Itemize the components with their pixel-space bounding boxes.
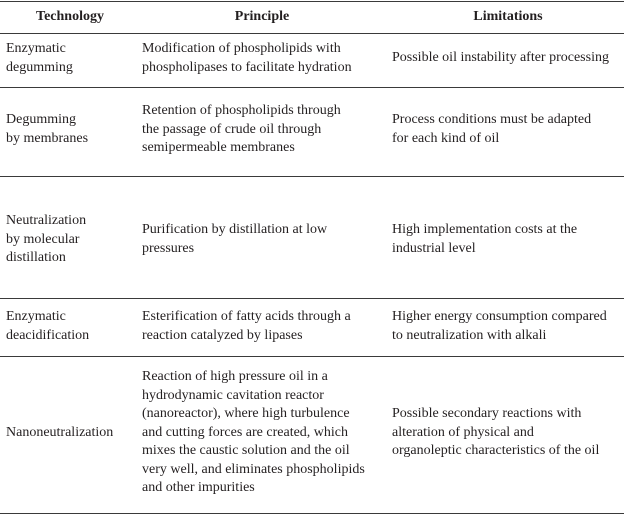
- cell-technology: Nanoneutralization: [6, 425, 114, 440]
- header-bottom-rule: [0, 33, 624, 34]
- cell-principle: Modification of phospholipids with phospholipases to facilitate hydration: [142, 41, 352, 75]
- header-limitations: Limitations: [473, 9, 543, 24]
- row-divider: [0, 298, 624, 299]
- table-bottom-rule: [0, 513, 624, 514]
- cell-limitations: Possible oil instability after processing: [392, 50, 609, 65]
- row-divider: [0, 176, 624, 177]
- header-principle: Principle: [234, 9, 290, 24]
- cell-principle: Purification by distillation at low pressures: [142, 222, 328, 256]
- table-top-rule: [0, 1, 624, 2]
- cell-technology: Enzymatic degumming: [6, 41, 73, 75]
- cell-limitations: Possible secondary reactions with alteration of physical and organoleptic characteristics of the oil: [392, 406, 600, 458]
- cell-technology: Neutralization by molecular distillation: [6, 213, 87, 265]
- row-divider: [0, 356, 624, 357]
- cell-principle: Esterification of fatty acids through a reaction catalyzed by lipases: [142, 309, 351, 343]
- cell-technology: Enzymatic deacidification: [6, 309, 90, 343]
- row-divider: [0, 87, 624, 88]
- cell-principle: Reaction of high pressure oil in a hydrodynamic cavitation reactor (nanoreactor), where high turbulence and cutting forces are created, which mixes the caustic solution and the oil very well, and eliminates phospholipids and other impurities: [142, 369, 365, 495]
- cell-limitations: Process conditions must be adapted for each kind of oil: [392, 112, 592, 146]
- header-technology: Technology: [36, 9, 104, 24]
- cell-limitations: High implementation costs at the industrial level: [392, 222, 578, 256]
- cell-principle: Retention of phospholipids through the passage of crude oil through semipermeable membranes: [142, 103, 341, 155]
- cell-technology: Degumming by membranes: [6, 112, 89, 146]
- cell-limitations: Higher energy consumption compared to neutralization with alkali: [392, 309, 607, 343]
